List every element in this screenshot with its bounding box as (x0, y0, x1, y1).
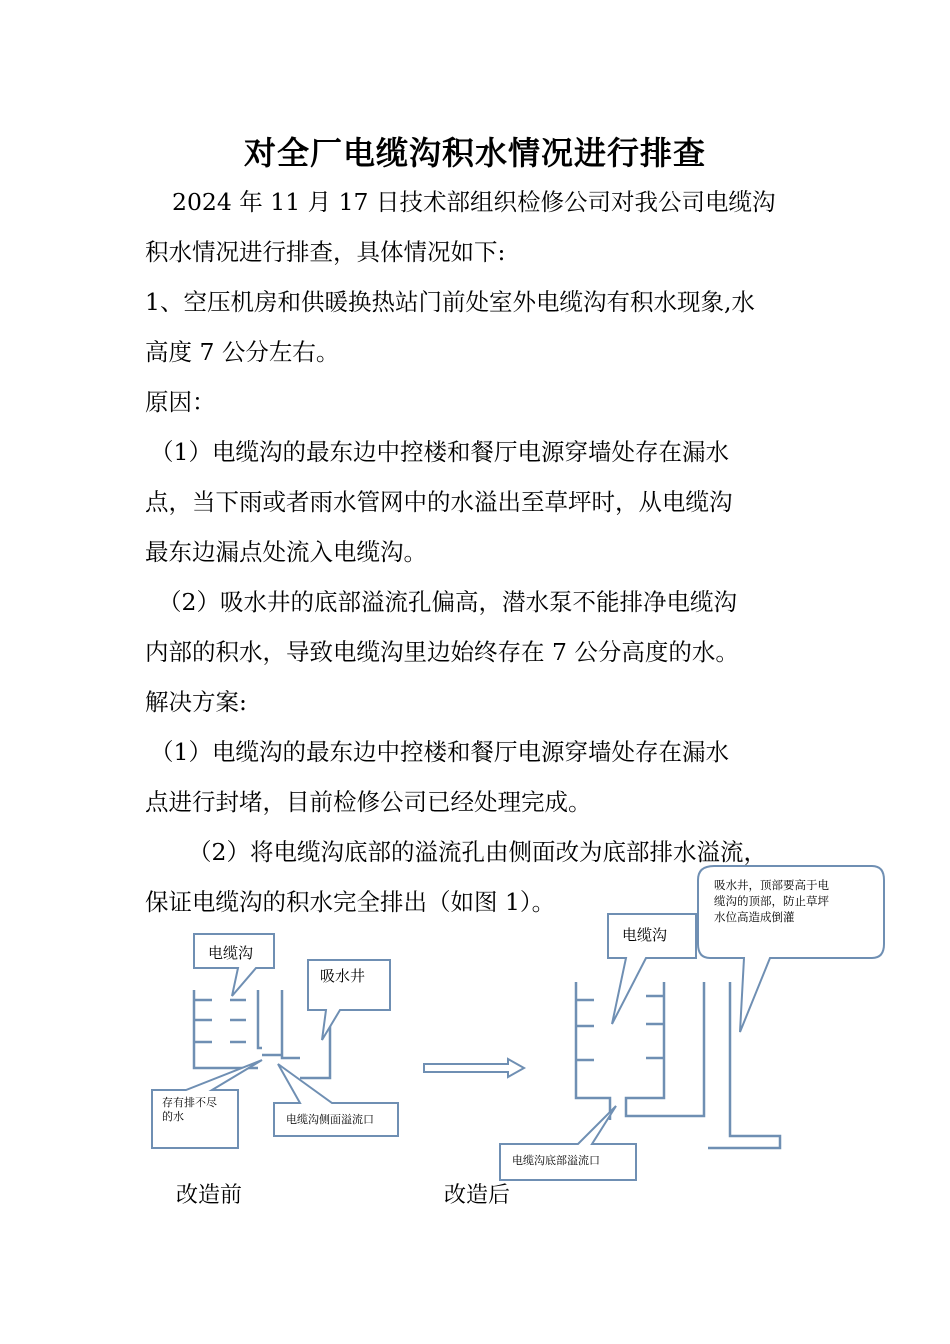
document-title: 对全厂电缆沟积水情况进行排查 (243, 134, 706, 172)
transform-arrow-icon (424, 1059, 524, 1077)
paragraph-line-1: 2024 年 11 月 17 日技术部组织检修公司对我公司电缆沟 (172, 188, 776, 216)
paragraph-line-2: 积水情况进行排查，具体情况如下: (145, 238, 506, 266)
paragraph-line-4: 高度 7 公分左右。 (145, 338, 340, 366)
residual-water-label: 存有排不尽 的水 (162, 1096, 217, 1123)
after-well-inner (626, 982, 704, 1116)
paragraph-line-12: （1）电缆沟的最东边中控楼和餐厅电源穿墙处存在漏水 (150, 738, 729, 766)
paragraph-line-10: 内部的积水，导致电缆沟里边始终存在 7 公分高度的水。 (145, 638, 739, 666)
paragraph-line-13: 点进行封堵，目前检修公司已经处理完成。 (145, 788, 592, 816)
paragraph-line-7: 点，当下雨或者雨水管网中的水溢出至草坪时，从电缆沟 (145, 488, 733, 516)
paragraph-line-14: （2）将电缆沟底部的溢流孔由侧面改为底部排水溢流， (188, 838, 767, 866)
section-heading-solution: 解决方案: (145, 688, 247, 716)
after-cable-trench-label: 电缆沟 (622, 926, 668, 944)
before-cable-trench-label: 电缆沟 (208, 944, 254, 962)
bottom-overflow-callout (500, 1106, 636, 1180)
bottom-overflow-label: 电缆沟底部溢流口 (512, 1154, 600, 1167)
side-overflow-label: 电缆沟侧面溢流口 (286, 1113, 374, 1126)
paragraph-line-9: （2）吸水井的底部溢流孔偏高，潜水泵不能排净电缆沟 (158, 588, 737, 616)
before-trench-inner-wall (258, 990, 262, 1048)
before-well-inner (282, 990, 300, 1058)
paragraph-line-8: 最东边漏点处流入电缆沟。 (145, 538, 427, 566)
section-heading-cause: 原因： (145, 388, 216, 416)
before-trench-wall (194, 990, 258, 1068)
after-trench-left-wall (576, 982, 610, 1120)
before-caption: 改造前 (176, 1183, 243, 1208)
paragraph-line-3: 1、空压机房和供暖换热站门前处室外电缆沟有积水现象,水 (145, 288, 755, 316)
paragraph-line-15: 保证电缆沟的积水完全排出（如图 1）。 (145, 888, 556, 916)
after-caption: 改造后 (444, 1183, 511, 1208)
before-suction-well-label: 吸水井 (320, 967, 366, 985)
after-suction-well-label: 吸水井，顶部要高于电 缆沟的顶部，防止草坪 水位高造成倒灌 (714, 878, 829, 924)
paragraph-line-6: （1）电缆沟的最东边中控楼和餐厅电源穿墙处存在漏水 (150, 438, 729, 466)
